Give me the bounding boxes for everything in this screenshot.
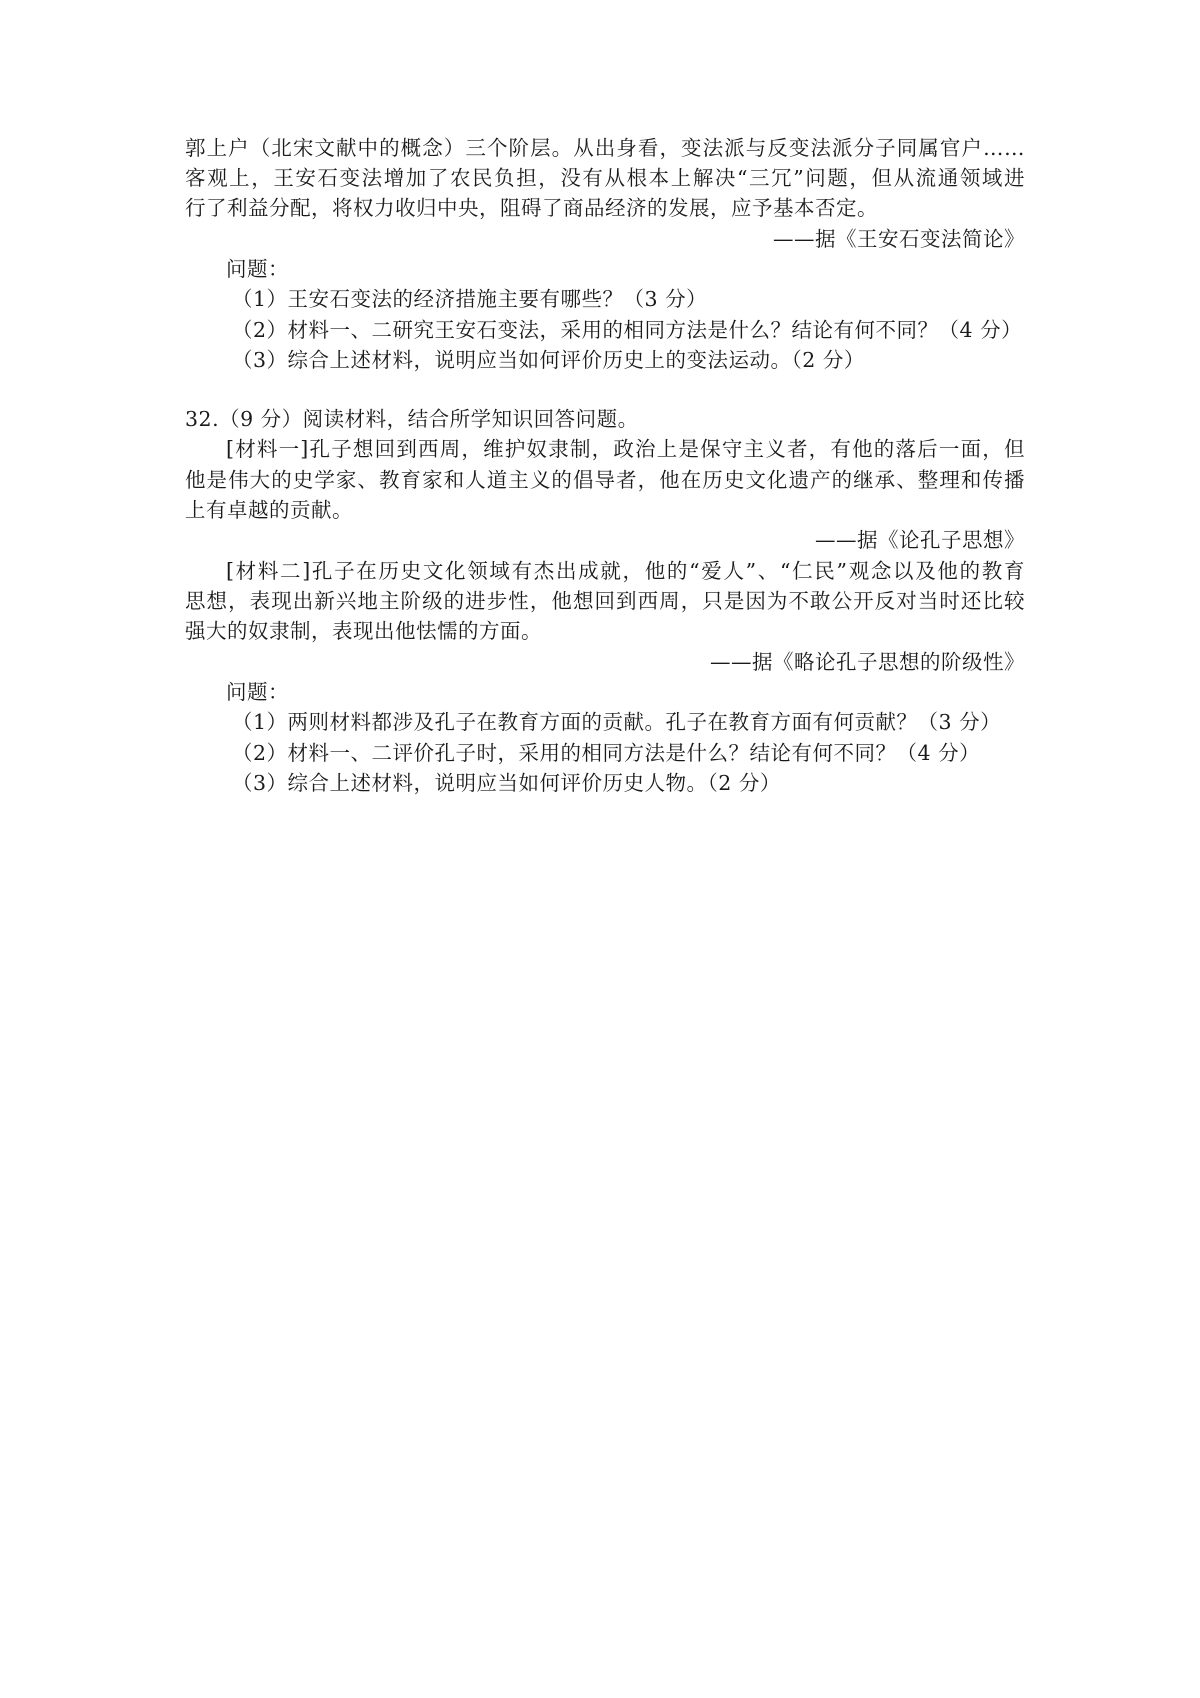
q31-material-line-3: 行了利益分配，将权力收归中央，阻碍了商品经济的发展，应予基本否定。 <box>185 196 878 220</box>
q31-question-2: （2）材料一、二研究王安石变法，采用的相同方法是什么？结论有何不同？（4 分） <box>232 318 1023 342</box>
q32-question-2: （2）材料一、二评价孔子时，采用的相同方法是什么？结论有何不同？（4 分） <box>232 741 981 765</box>
q31-material-line-1: 郭上户（北宋文献中的概念）三个阶层。从出身看，变法派与反变法派分子同属官户…… <box>185 136 1025 160</box>
q32-material-2-source: ——据《略论孔子思想的阶级性》 <box>710 650 1025 674</box>
q31-source-citation: ——据《王安石变法简论》 <box>773 227 1025 251</box>
q32-header: 32.（9 分）阅读材料，结合所学知识回答问题。 <box>185 407 639 431</box>
q32-material-1-line-1: [材料一]孔子想回到西周，维护奴隶制，政治上是保守主义者，有他的落后一面，但 <box>226 437 1025 461</box>
q32-material-2-line-2: 思想，表现出新兴地主阶级的进步性，他想回到西周，只是因为不敢公开反对当时还比较 <box>185 589 1025 613</box>
q32-questions-label: 问题： <box>226 680 289 704</box>
q32-material-1-line-3: 上有卓越的贡献。 <box>185 498 353 522</box>
q31-material-line-2: 客观上，王安石变法增加了农民负担，没有从根本上解决“三冗”问题，但从流通领域进 <box>185 166 1025 190</box>
q32-question-3: （3）综合上述材料，说明应当如何评价历史人物。（2 分） <box>232 771 781 795</box>
q31-question-1: （1）王安石变法的经济措施主要有哪些？（3 分） <box>232 287 708 311</box>
q32-material-2-line-1: [材料二]孔子在历史文化领域有杰出成就，他的“爱人”、“仁民”观念以及他的教育 <box>226 559 1025 583</box>
q32-question-1: （1）两则材料都涉及孔子在教育方面的贡献。孔子在教育方面有何贡献？（3 分） <box>232 710 1002 734</box>
q31-question-3: （3）综合上述材料，说明应当如何评价历史上的变法运动。（2 分） <box>232 348 865 372</box>
q31-questions-label: 问题： <box>226 257 289 281</box>
q32-material-2-line-3: 强大的奴隶制，表现出他怯懦的方面。 <box>185 619 542 643</box>
q32-material-1-line-2: 他是伟大的史学家、教育家和人道主义的倡导者，他在历史文化遗产的继承、整理和传播 <box>185 468 1025 492</box>
q32-material-1-source: ——据《论孔子思想》 <box>815 528 1025 552</box>
